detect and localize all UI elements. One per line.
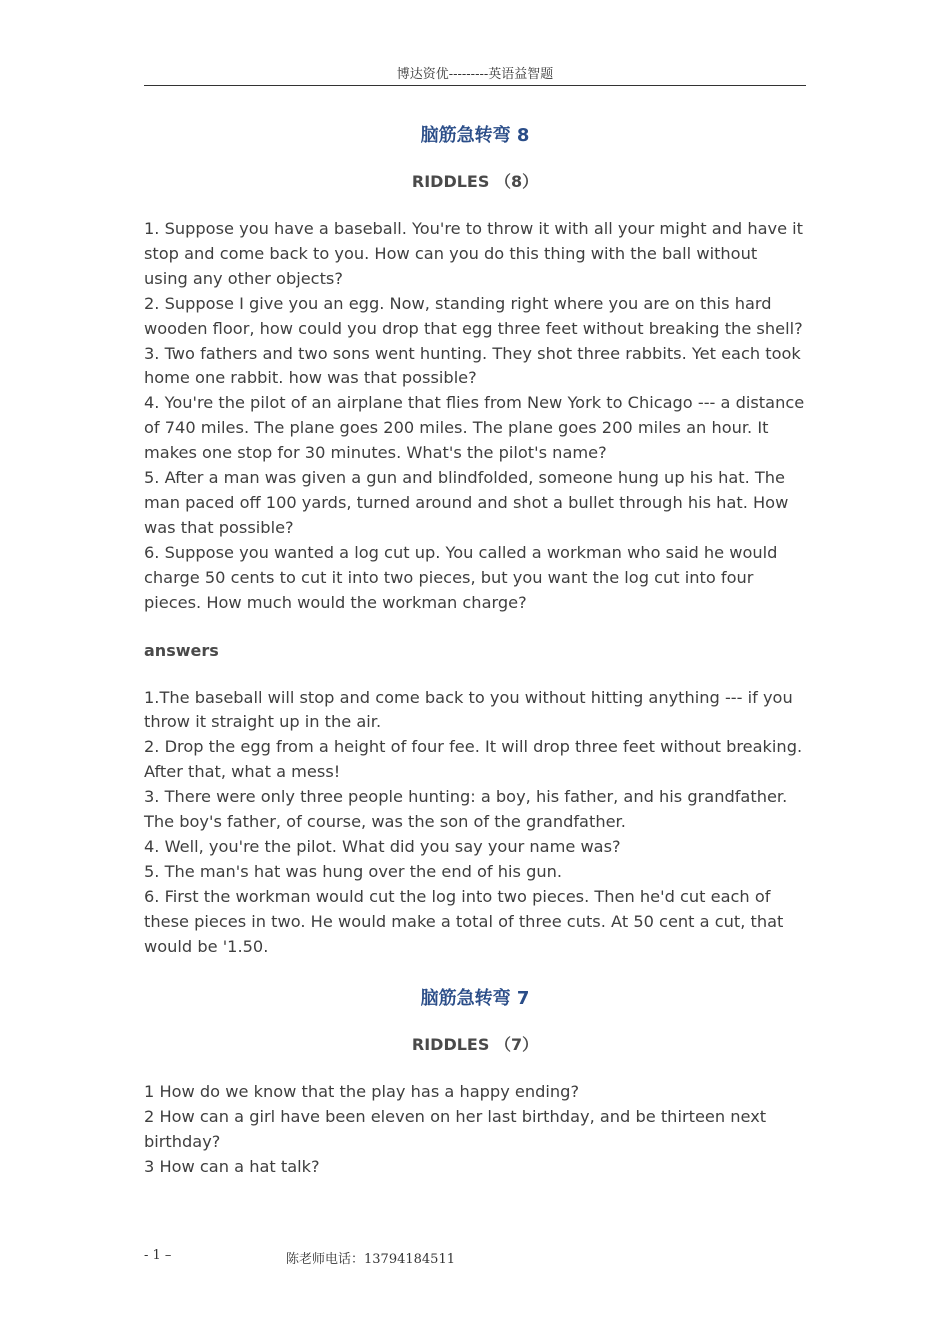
question-list <box>144 217 806 616</box>
question-item: 2 How can a girl have been eleven on her last birthday, and be thirteen next birthday? <box>144 1107 767 1152</box>
question-item: 4. You're the pilot of an airplane that flies from New York to Chicago --- a distance of 740 miles. The plane goes 200 miles. The plane goes 200 miles an hour. It makes one stop for 30 minutes. What's the pilot's name? <box>144 393 805 463</box>
answer-item: 5. The man's hat was hung over the end of his gun. <box>144 861 563 881</box>
question-item: 2. Suppose I give you an egg. Now, standing right where you are on this hard wooden floor, how could you drop that egg three feet without breaking the shell? <box>144 293 803 338</box>
section-subtitle: RIDDLES （7） <box>411 1035 539 1055</box>
question-item: 1 How do we know that the play has a happy ending? <box>144 1082 580 1102</box>
header-rule <box>144 85 806 86</box>
question-item: 5. After a man was given a gun and blindfolded, someone hung up his hat. The man paced off 100 yards, turned around and shot a bullet through his hat. How was that possible? <box>144 468 789 537</box>
question-item: 3 How can a hat talk? <box>144 1157 320 1177</box>
answer-item: 4. Well, you're the pilot. What did you say your name was? <box>144 836 621 856</box>
section-title: 脑筋急转弯 8 <box>420 125 530 146</box>
section-subtitle: RIDDLES （8） <box>411 172 539 191</box>
question-item: 1. Suppose you have a baseball. You're to throw it with all your might and have it stop and come back to you. How can you do this thing with the ball without using any other objects? <box>144 219 804 288</box>
question-list <box>144 1080 806 1180</box>
section-riddles-7 <box>144 983 806 1180</box>
page-footer <box>144 1248 806 1268</box>
section-title: 脑筋急转弯 7 <box>420 988 530 1010</box>
document-body <box>144 120 806 1180</box>
answer-item: 3. There were only three people hunting: a boy, his father, and his grandfather. The boy's father, of course, was the son of the grandfather. <box>144 787 788 832</box>
answer-list <box>144 686 806 960</box>
answer-item: 2. Drop the egg from a height of four fee. It will drop three feet without breaking. After that, what a mess! <box>144 737 803 782</box>
page-number: - 1 – <box>144 1248 172 1263</box>
section-riddles-8 <box>144 120 806 959</box>
answer-item: 6. First the workman would cut the log into two pieces. Then he'd cut each of these pieces in two. He would make a total of three cuts. At 50 cent a cut, that would be '1.50. <box>144 886 784 956</box>
answers-heading: answers <box>144 640 219 660</box>
answer-item: 1.The baseball will stop and come back to you without hitting anything --- if you throw it straight up in the air. <box>144 687 793 732</box>
teacher-phone: 陈老师电话：13794184511 <box>286 1252 455 1267</box>
page-header: 博达资优---------英语益智题 <box>396 67 554 82</box>
question-item: 6. Suppose you wanted a log cut up. You called a workman who said he would charge 50 cents to cut it into two pieces, but you want the log cut into four pieces. How much would the workman charge? <box>144 542 778 612</box>
question-item: 3. Two fathers and two sons went hunting. They shot three rabbits. Yet each took home one rabbit. how was that possible? <box>144 343 801 388</box>
